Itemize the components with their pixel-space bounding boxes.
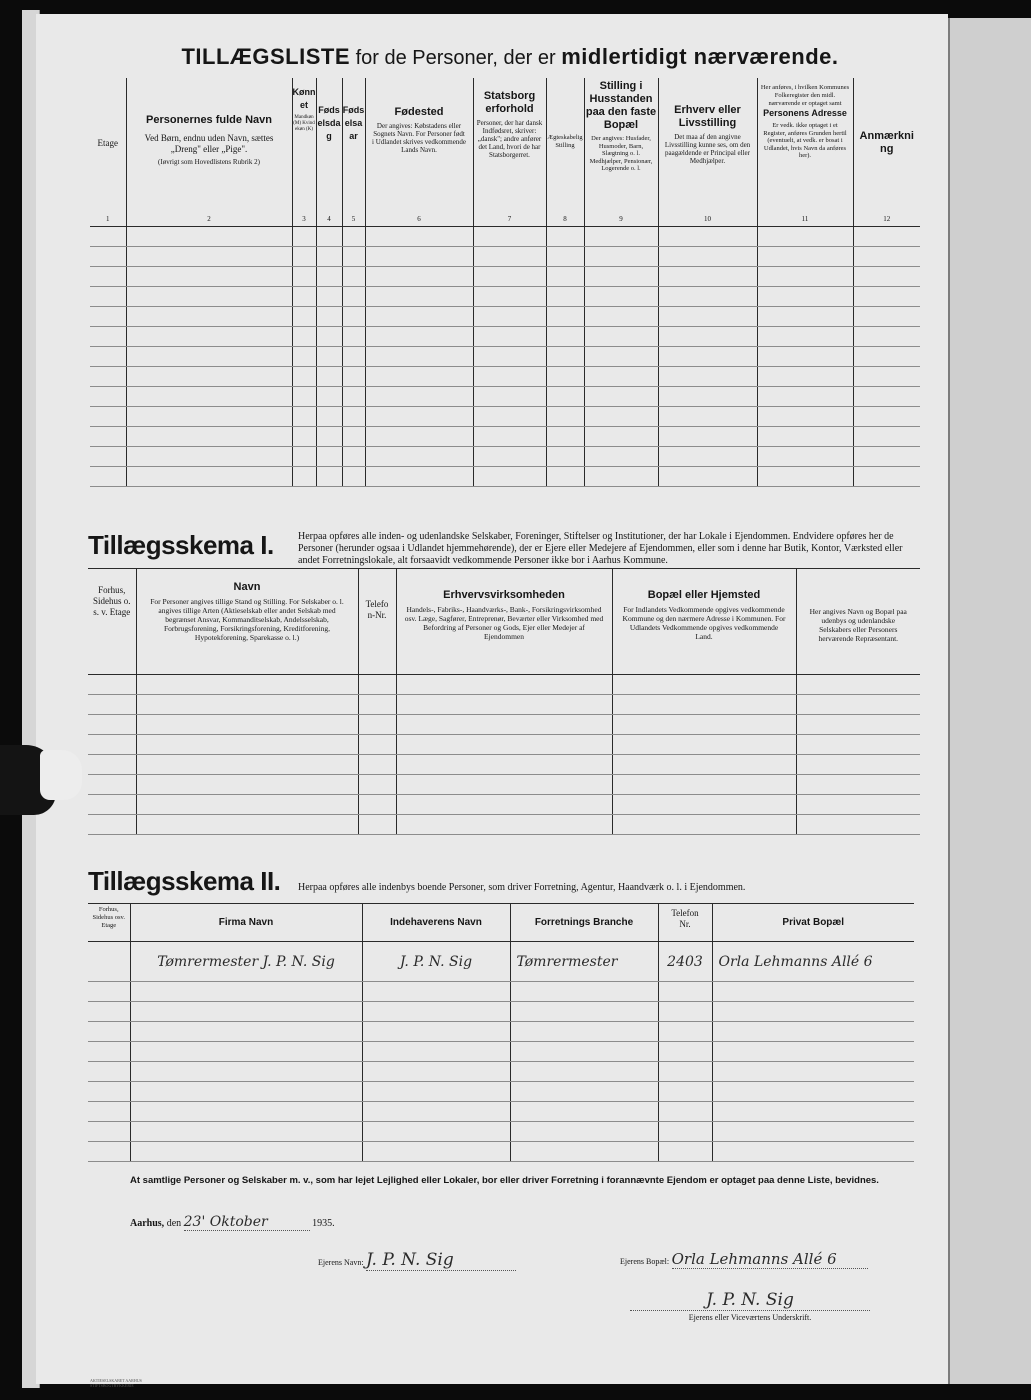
owner-field [366, 1250, 516, 1271]
table-row [90, 466, 920, 486]
table-row [90, 266, 920, 286]
col-anmaerkning: Anmærkning 12 [853, 78, 920, 226]
s2-col-indehaver: Indehaverens Navn [362, 904, 510, 942]
entry-branche: Tømrermester [516, 953, 618, 970]
table-row [90, 326, 920, 346]
table-row [90, 366, 920, 386]
s1-col-bopael: Bopæl eller Hjemsted For Indlandets Vedkommende opgives vedkommende Kommune og den nærmere Adresse i Kommunen. For Udlandets Vedkommende opgives vedkommende Land. [612, 569, 796, 675]
signature-label: Ejerens eller Viceværtens Underskrift. [630, 1310, 870, 1322]
col-foedselsdag: Fødselsdag 4 [316, 78, 342, 226]
den-label: den [166, 1218, 182, 1229]
bopael-field [672, 1250, 868, 1269]
table-row [88, 1142, 914, 1162]
year-label: 1935. [312, 1218, 335, 1229]
table-row [90, 406, 920, 426]
date-field [184, 1214, 310, 1231]
s2-col-firma: Firma Navn [130, 904, 362, 942]
table-row [88, 695, 920, 715]
table-row [88, 755, 920, 775]
table-row [88, 675, 920, 695]
skema1-title: Tillægsskema I. [88, 530, 274, 560]
entry-indehaver: J. P. N. Sig [399, 953, 473, 970]
table-row [90, 286, 920, 306]
skema2-description: Herpaa opføres alle indenbys boende Personer, som driver Forretning, Agentur, Haandværk o. l. i Ejendommen. [298, 882, 746, 893]
table-row [90, 446, 920, 466]
bopael-line [620, 1250, 868, 1269]
skema1-description: Herpaa opføres alle inden- og udenlandske Selskaber, Foreninger, Stiftelser og Institutioner, der har Lokale i Ejendommen. Endvidere opføres her de Personer (herunder ogsaa i Udlandet hjemmehørende), der er Ejere eller Medejere af Ejendommen, eller som i denne har Butik, Kontor, Værksted eller andet Forretningslokale, alt forsaavidt vedkommende Personer ikke bor i Aarhus Kommune. [298, 531, 903, 566]
col-etage: Etage 1 [90, 78, 126, 226]
signature [630, 1290, 870, 1322]
bopael-handwritten: Orla Lehmanns Allé 6 [671, 1250, 837, 1268]
table-row [90, 386, 920, 406]
s2-col-telefon: Telefon Nr. [658, 904, 712, 942]
entry-row [88, 942, 914, 982]
s2-col-etage: Forhus, Sidehus osv. Etage [88, 904, 130, 942]
skema2-table [88, 903, 914, 1162]
table-row [88, 1082, 914, 1102]
table-row [88, 982, 914, 1002]
col-foedselsaar: Fødselsaar 5 [342, 78, 365, 226]
col-adresse: Her anføres, i hvilken Kommunes Folkeregister den midl. nærværende er optaget samt Personens Adresse Er vedk. ikke optaget i et Register, anføres Grunden hertil (eventuelt, at vedk. er bosat i Udlandet, hvis Navn da anføres her). 11 [757, 78, 853, 226]
owner-handwritten: J. P. N. Sig [366, 1250, 454, 1270]
bopael-label: Ejerens Bopæl: [620, 1257, 670, 1266]
col-stilling: Stilling i Husstanden paa den faste Bopæl Der angives: Husfader, Husmoder, Barn, Slægtning o. l. Medhjælper, Pensionær, Logerende o. l. 9 [584, 78, 658, 226]
thumb [40, 750, 82, 800]
s2-col-bopael: Privat Bopæl [712, 904, 914, 942]
printer-imprint: AKTIESELSKABET AARHUS STIFTSBOGTRYKKERIE [90, 1378, 142, 1388]
place-label: Aarhus, [130, 1218, 165, 1229]
table-row [88, 1002, 914, 1022]
s1-col-repraesentant: Her angives Navn og Bopæl paa udenbys og udenlandske Selskabers eller Personers herværende Repræsentant. [796, 569, 920, 675]
table-row [90, 246, 920, 266]
signature-handwritten: J. P. N. Sig [706, 1290, 794, 1310]
table-row [88, 1042, 914, 1062]
attestation-statement: At samtlige Personer og Selskaber m. v., som har lejet Lejlighed eller Lokaler, bor eller driver Forretning i forannævnte Ejendom er optaget paa denne Liste, bevidnes. [130, 1175, 879, 1186]
s1-col-etage: Forhus, Sidehus o. s. v. Etage [88, 569, 136, 675]
s1-col-navn: Navn For Personer angives tillige Stand og Stilling. For Selskaber o. l. angives tillige Arten (Aktieselskab eller andet Selskab med begrænset Ansvar, Kommanditselskab, Andelsselskab, Forbrugsforening, Forsikringsforening, Kreditforening, Hypotekforening, Sparekasse o. l.) [136, 569, 358, 675]
col-navn: Personernes fulde Navn Ved Børn, endnu uden Navn, sættes „Dreng" eller „Pige". (Iøvrigt som Hovedlistens Rubrik 2) 2 [126, 78, 292, 226]
title-left: TILLÆGSLISTE [181, 44, 351, 69]
table-row [88, 1062, 914, 1082]
entry-telefon: 2403 [667, 953, 703, 970]
col-erhverv: Erhverv eller Livsstilling Det maa af den angivne Livsstilling kunne ses, om den paagældende er Principal eller Medhjælper. 10 [658, 78, 757, 226]
date-line [130, 1214, 335, 1231]
table-row [90, 426, 920, 446]
table-row [88, 1022, 914, 1042]
table-row [90, 226, 920, 246]
owner-label: Ejerens Navn: [318, 1258, 364, 1267]
table-row [88, 1102, 914, 1122]
table-row [90, 306, 920, 326]
s1-col-erhverv: Erhvervsvirksomheden Handels-, Fabriks-, Haandværks-, Bank-, Forsikringsvirksomhed osv. Læge, Sagfører, Entreprenør, Beværter eller Virksomhed med Befordring af Personer og Gods, Ejer eller Medejer af Ejendommen [396, 569, 612, 675]
title-right: midlertidigt nærværende. [561, 44, 839, 69]
table-row [88, 1122, 914, 1142]
date-handwritten: 23' Oktober [183, 1214, 268, 1230]
table-row [88, 715, 920, 735]
entry-bopael: Orla Lehmanns Allé 6 [718, 953, 873, 970]
entry-firma: Tømrermester J. P. N. Sig [157, 953, 335, 970]
next-page-edge [948, 18, 1031, 1384]
s1-col-telefon: Telefon-Nr. [358, 569, 396, 675]
col-statsborger: Statsborgerforhold Personer, der har dansk Indfødsret, skriver: „dansk"; andre anfører det Land, hvori de har Statsborgerret. 7 [473, 78, 546, 226]
table-row [90, 346, 920, 366]
title-middle: for de Personer, der er [355, 47, 556, 69]
skema2-title: Tillægsskema II. [88, 866, 281, 896]
s2-col-branche: Forretnings Branche [510, 904, 658, 942]
table-row [88, 795, 920, 815]
tillaegsliste-table [90, 78, 920, 487]
owner-line [318, 1250, 516, 1271]
table-row [88, 815, 920, 835]
page-title [100, 44, 920, 70]
col-aegteskabelig: Ægteskabelig Stilling 8 [546, 78, 584, 226]
table-row [88, 735, 920, 755]
table-row [88, 775, 920, 795]
col-koennet: Kønnet Mandkøn (M) Kvindekøn (K) 3 [292, 78, 316, 226]
skema1-table [88, 568, 920, 835]
col-foedested: Fødested Der angives: Købstadens eller Sognets Navn. For Personer født i Udlandet skrives vedkommende Lands Navn. 6 [365, 78, 473, 226]
